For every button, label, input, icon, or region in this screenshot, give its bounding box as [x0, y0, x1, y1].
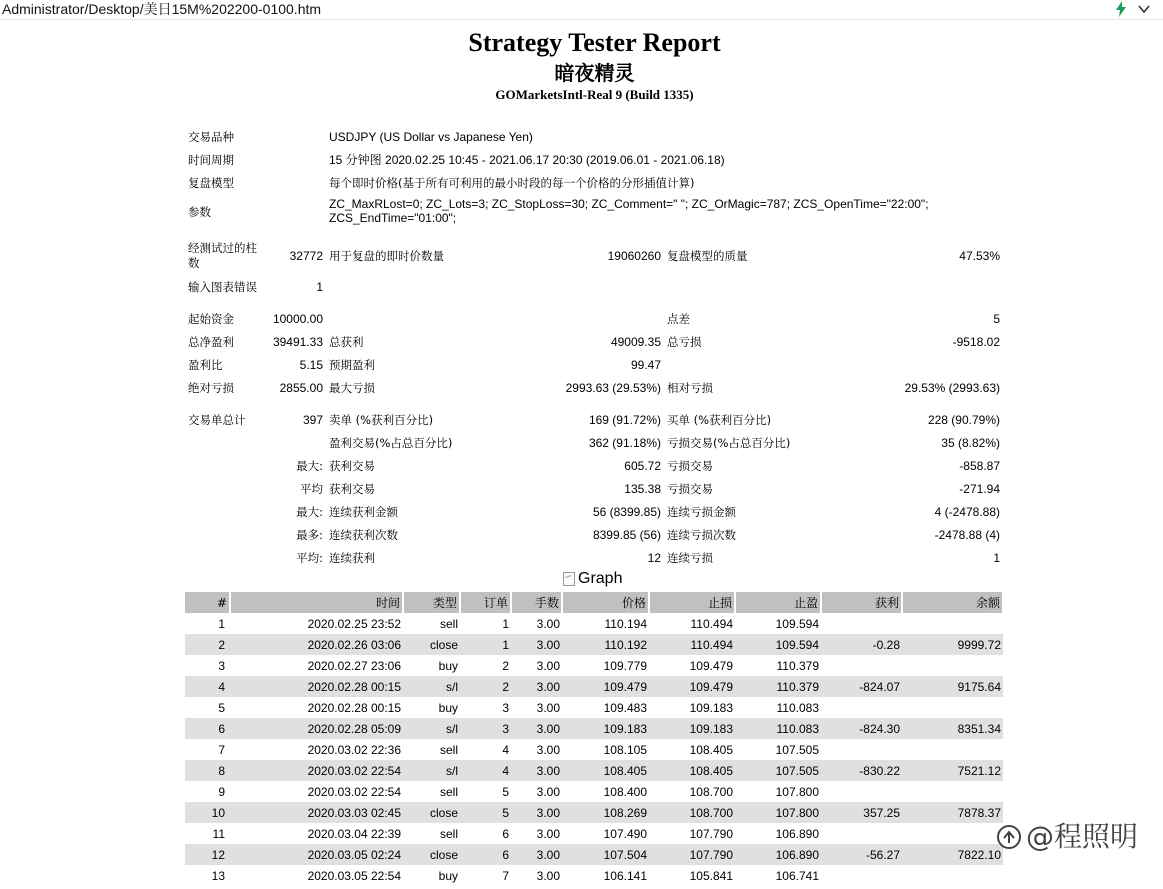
table-cell: buy	[438, 700, 458, 715]
ticks-label: 用于复盘的即时价数量	[329, 249, 444, 263]
table-cell: 105.841	[689, 868, 733, 883]
table-cell: 106.890	[775, 826, 819, 841]
table-cell: 109.594	[735, 634, 821, 655]
table-cell	[821, 697, 902, 718]
table-cell: buy	[438, 868, 458, 883]
table-cell: 10	[185, 802, 230, 823]
table-cell	[902, 697, 1003, 718]
table-cell: 5	[460, 802, 511, 823]
table-cell: 2020.03.04 22:39	[307, 826, 401, 841]
table-cell: 110.083	[776, 700, 819, 715]
table-cell: 7	[218, 742, 225, 757]
table-cell: 110.379	[776, 658, 819, 673]
most-consec-label: 最多:	[296, 528, 323, 542]
table-cell: 109.183	[689, 700, 733, 715]
long-positions-label: 买单 (%获利百分比)	[667, 413, 772, 427]
table-cell: 2020.03.05 22:54	[307, 868, 401, 883]
table-row	[185, 697, 1003, 718]
table-header-row	[185, 592, 1003, 613]
table-row	[185, 739, 1003, 760]
deposit-value: 10000.00	[272, 312, 323, 326]
table-cell: 6	[460, 844, 511, 865]
quality-label: 复盘模型的质量	[667, 249, 748, 263]
table-cell: 3	[460, 718, 511, 739]
table-cell: 107.800	[775, 784, 819, 799]
table-row	[185, 823, 1003, 844]
table-cell: 4	[460, 760, 511, 781]
symbol-label: 交易品种	[188, 130, 234, 144]
table-cell	[902, 781, 1003, 802]
table-cell: buy	[438, 658, 458, 673]
table-cell: 108.405	[649, 760, 735, 781]
table-cell: close	[403, 634, 460, 655]
table-cell: 106.741	[775, 868, 819, 883]
ea-name: 暗夜精灵	[554, 61, 635, 85]
table-cell	[902, 655, 1003, 676]
table-cell: 9175.64	[902, 676, 1003, 697]
average-loss-label: 亏损交易	[667, 482, 713, 496]
rel-drawdown-label: 相对亏损	[667, 381, 713, 395]
table-cell: 3.00	[536, 784, 560, 799]
expected-payoff-value: 99.47	[630, 358, 661, 372]
most-consec-loss-label: 连续亏损次数	[667, 528, 736, 542]
table-cell: 109.183	[562, 718, 649, 739]
spread-value: 5	[993, 312, 1000, 326]
model-label: 复盘模型	[188, 176, 234, 190]
gross-profit-label: 总获利	[329, 335, 364, 349]
table-cell: 2020.03.02 22:36	[307, 742, 401, 757]
table-cell: sell	[439, 826, 458, 841]
table-cell: 3.00	[536, 658, 560, 673]
net-profit-value: 39491.33	[272, 335, 323, 349]
broken-image-icon	[563, 572, 575, 586]
table-cell	[902, 865, 1003, 886]
avg-consec-label: 平均:	[296, 551, 323, 565]
table-cell: 3.00	[511, 760, 562, 781]
total-trades-label: 交易单总计	[188, 413, 246, 427]
table-cell: close	[403, 802, 460, 823]
loss-trades-value: 35 (8.82%)	[941, 436, 1000, 450]
table-cell: 110.192	[562, 634, 649, 655]
most-consec-loss-value: -2478.88 (4)	[934, 528, 1000, 542]
table-row	[185, 844, 1003, 865]
table-cell: 8351.34	[902, 718, 1003, 739]
largest-label: 最大:	[296, 459, 323, 473]
average-loss-value: -271.94	[959, 482, 1000, 496]
largest-loss-label: 亏损交易	[667, 459, 713, 473]
deposit-label: 起始资金	[188, 312, 234, 326]
table-cell: 3.00	[511, 676, 562, 697]
address-url[interactable]: Administrator/Desktop/美日15M%202200-0100.htm	[2, 1, 322, 17]
avg-consec-wins-value: 12	[647, 551, 661, 565]
table-row	[185, 781, 1003, 802]
table-cell: 108.700	[689, 784, 733, 799]
max-consec-losses-value: 4 (-2478.88)	[934, 505, 1000, 519]
table-cell: -824.07	[821, 676, 902, 697]
table-cell: 107.504	[562, 844, 649, 865]
table-cell: 107.790	[649, 844, 735, 865]
ticks-value: 19060260	[607, 249, 661, 263]
table-cell	[821, 655, 902, 676]
table-row	[185, 613, 1003, 634]
max-consec-label: 最大:	[296, 505, 323, 519]
table-cell: 4	[185, 676, 230, 697]
period-label: 时间周期	[188, 153, 234, 167]
table-cell: 2020.03.05 02:24	[230, 844, 403, 865]
table-cell	[902, 823, 1003, 844]
table-cell: 3.00	[511, 844, 562, 865]
table-cell: sell	[439, 616, 458, 631]
bars-value: 32772	[289, 249, 323, 263]
table-cell: 2020.03.02 22:54	[307, 784, 401, 799]
column-header: 订单	[460, 592, 511, 613]
table-cell: 4	[502, 742, 509, 757]
abs-drawdown-label: 绝对亏损	[188, 381, 234, 395]
watermark-text: @程照明	[1026, 820, 1139, 853]
table-cell: 107.490	[603, 826, 647, 841]
most-consec-profit-label: 连续获利次数	[329, 528, 398, 542]
table-cell: 3.00	[536, 616, 560, 631]
table-cell: 2020.02.28 00:15	[230, 676, 403, 697]
table-cell: 107.790	[689, 826, 733, 841]
table-cell: 3.00	[536, 826, 560, 841]
table-cell: 2020.02.28 00:15	[307, 700, 401, 715]
table-cell: 3.00	[511, 718, 562, 739]
chevron-down-icon[interactable]	[1136, 1, 1152, 17]
table-cell: 12	[185, 844, 230, 865]
table-cell: 6	[502, 826, 509, 841]
rel-drawdown-value: 29.53% (2993.63)	[904, 381, 1000, 395]
table-cell: 106.141	[603, 868, 647, 883]
max-consec-wins-label: 连续获利金额	[329, 505, 398, 519]
trades-table	[185, 592, 1004, 886]
table-cell: 11	[212, 826, 225, 841]
graph-image	[563, 569, 622, 589]
max-consec-wins-value: 56 (8399.85)	[592, 505, 661, 519]
column-header: 止损	[649, 592, 735, 613]
most-consec-profit-value: 8399.85 (56)	[592, 528, 661, 542]
table-row	[185, 634, 1003, 655]
model-value: 每个即时价格(基于所有可利用的最小时段的每一个价格的分形插值计算)	[329, 176, 695, 190]
table-cell: 2	[502, 658, 509, 673]
table-cell: 110.494	[649, 634, 735, 655]
table-cell: 108.700	[649, 802, 735, 823]
table-cell: -830.22	[821, 760, 902, 781]
profit-trades-value: 362 (91.18%)	[588, 436, 661, 450]
abs-drawdown-value: 2855.00	[279, 381, 323, 395]
column-header: 止盈	[735, 592, 821, 613]
table-cell: 1	[502, 616, 509, 631]
table-cell: 108.405	[689, 742, 733, 757]
column-header: 价格	[562, 592, 649, 613]
table-cell: 2020.03.03 02:45	[230, 802, 403, 823]
profit-factor-label: 盈利比	[188, 358, 223, 372]
table-cell: 1	[460, 634, 511, 655]
bars-label: 经测试过的柱数	[188, 241, 257, 270]
graph-alt-text: Graph	[578, 570, 623, 587]
table-cell: -56.27	[821, 844, 902, 865]
table-cell: 3	[502, 700, 509, 715]
table-cell: 7878.37	[902, 802, 1003, 823]
profit-trades-label: 盈利交易(%占总百分比)	[329, 436, 453, 450]
watermark	[996, 820, 1138, 854]
average-label: 平均	[300, 482, 323, 496]
max-drawdown-label: 最大亏损	[329, 381, 375, 395]
column-header: 时间	[230, 592, 403, 613]
table-cell: 109.594	[775, 616, 819, 631]
table-cell: 7	[502, 868, 509, 883]
avg-consec-losses-value: 1	[993, 551, 1000, 565]
errors-value: 1	[316, 280, 323, 294]
column-header: 获利	[821, 592, 902, 613]
table-cell: 2020.03.02 22:54	[230, 760, 403, 781]
profit-factor-value: 5.15	[299, 358, 323, 372]
table-cell: 3.00	[536, 700, 560, 715]
gross-loss-value: -9518.02	[952, 335, 1000, 349]
period-value: 15 分钟图 2020.02.25 10:45 - 2021.06.17 20:30 (2019.06.01 - 2021.06.18)	[329, 153, 725, 167]
table-cell: 110.494	[690, 616, 733, 631]
table-cell: 109.479	[562, 676, 649, 697]
net-profit-label: 总净盈利	[188, 335, 234, 349]
table-cell: s/l	[403, 760, 460, 781]
table-cell: 106.890	[735, 844, 821, 865]
table-cell: 2020.02.26 03:06	[230, 634, 403, 655]
table-cell: s/l	[403, 676, 460, 697]
table-cell: 109.479	[689, 658, 733, 673]
table-cell: 108.269	[562, 802, 649, 823]
table-cell	[821, 865, 902, 886]
loss-trades-label: 亏损交易(%占总百分比)	[667, 436, 791, 450]
symbol-value: USDJPY (US Dollar vs Japanese Yen)	[329, 130, 533, 144]
address-bar[interactable]	[0, 0, 1163, 20]
table-cell: 9999.72	[902, 634, 1003, 655]
table-cell: -824.30	[821, 718, 902, 739]
table-cell: 108.105	[603, 742, 647, 757]
table-cell: 357.25	[821, 802, 902, 823]
short-positions-value: 169 (91.72%)	[588, 413, 661, 427]
largest-profit-value: 605.72	[624, 459, 661, 473]
column-header: 类型	[403, 592, 460, 613]
table-cell: 8	[185, 760, 230, 781]
table-cell: 6	[185, 718, 230, 739]
trades-table-body	[185, 613, 1003, 886]
table-cell: 109.779	[603, 658, 647, 673]
table-cell: -0.28	[821, 634, 902, 655]
table-cell	[821, 613, 902, 634]
params-label: 参数	[188, 205, 211, 219]
gross-loss-label: 总亏损	[667, 335, 702, 349]
table-cell: 107.800	[735, 802, 821, 823]
total-trades-value: 397	[302, 413, 323, 427]
max-consec-losses-label: 连续亏损金额	[667, 505, 736, 519]
largest-loss-value: -858.87	[959, 459, 1000, 473]
table-cell: 109.479	[649, 676, 735, 697]
table-cell	[902, 613, 1003, 634]
average-profit-value: 135.38	[624, 482, 661, 496]
table-cell: 3.00	[536, 868, 560, 883]
table-cell: 3.00	[536, 742, 560, 757]
table-cell: 2	[460, 676, 511, 697]
table-cell: 107.505	[735, 760, 821, 781]
avg-consec-wins-label: 连续获利	[329, 551, 375, 565]
table-row	[185, 676, 1003, 697]
table-cell: 5	[218, 700, 225, 715]
long-positions-value: 228 (90.79%)	[927, 413, 1000, 427]
table-row	[185, 718, 1003, 739]
table-cell	[821, 781, 902, 802]
average-profit-label: 获利交易	[329, 482, 375, 496]
table-cell: 2020.02.25 23:52	[307, 616, 401, 631]
table-cell: 5	[502, 784, 509, 799]
table-cell: sell	[439, 742, 458, 757]
table-cell: 110.083	[735, 718, 821, 739]
report-title: Strategy Tester Report	[468, 28, 721, 57]
table-row	[185, 760, 1003, 781]
table-cell: 13	[211, 868, 225, 883]
errors-label: 输入图表错误	[188, 280, 257, 294]
table-cell: 2020.02.27 23:06	[307, 658, 401, 673]
table-cell: 7521.12	[902, 760, 1003, 781]
avg-consec-losses-label: 连续亏损	[667, 551, 713, 565]
table-cell: 110.379	[735, 676, 821, 697]
table-cell: close	[403, 844, 460, 865]
table-cell: 1	[218, 616, 225, 631]
short-positions-label: 卖单 (%获利百分比)	[329, 413, 434, 427]
table-cell: 108.400	[603, 784, 647, 799]
table-cell: 3.00	[511, 802, 562, 823]
server-info: GOMarketsIntl-Real 9 (Build 1335)	[495, 87, 694, 102]
table-cell	[821, 739, 902, 760]
table-cell: 2020.02.28 05:09	[230, 718, 403, 739]
column-header: #	[185, 592, 230, 613]
table-row	[185, 802, 1003, 823]
largest-profit-label: 获利交易	[329, 459, 375, 473]
column-header: 余额	[902, 592, 1003, 613]
gross-profit-value: 49009.35	[610, 335, 661, 349]
table-cell: 109.483	[603, 700, 647, 715]
table-cell: 3.00	[511, 634, 562, 655]
table-cell: 9	[218, 784, 225, 799]
table-cell: 108.405	[562, 760, 649, 781]
table-cell: 110.194	[604, 616, 647, 631]
spread-label: 点差	[667, 312, 690, 326]
quality-value: 47.53%	[959, 249, 1000, 263]
table-cell: 109.183	[649, 718, 735, 739]
table-cell: sell	[439, 784, 458, 799]
table-cell	[821, 823, 902, 844]
table-row	[185, 655, 1003, 676]
table-row	[185, 865, 1003, 886]
max-drawdown-value: 2993.63 (29.53%)	[565, 381, 661, 395]
table-cell: 7822.10	[902, 844, 1003, 865]
table-cell: s/l	[403, 718, 460, 739]
table-cell	[902, 739, 1003, 760]
zhihu-logo-icon	[996, 824, 1022, 850]
table-cell: 3	[218, 658, 225, 673]
column-header: 手数	[511, 592, 562, 613]
expected-payoff-label: 预期盈利	[329, 358, 375, 372]
table-cell: 2	[185, 634, 230, 655]
lightning-icon[interactable]	[1114, 1, 1128, 17]
params-value: ZC_MaxRLost=0; ZC_Lots=3; ZC_StopLoss=30; ZC_Comment=" "; ZC_OrMagic=787; ZCS_OpenTime="22:00"; ZCS_EndTime="01:00";	[329, 197, 929, 225]
table-cell: 107.505	[775, 742, 819, 757]
